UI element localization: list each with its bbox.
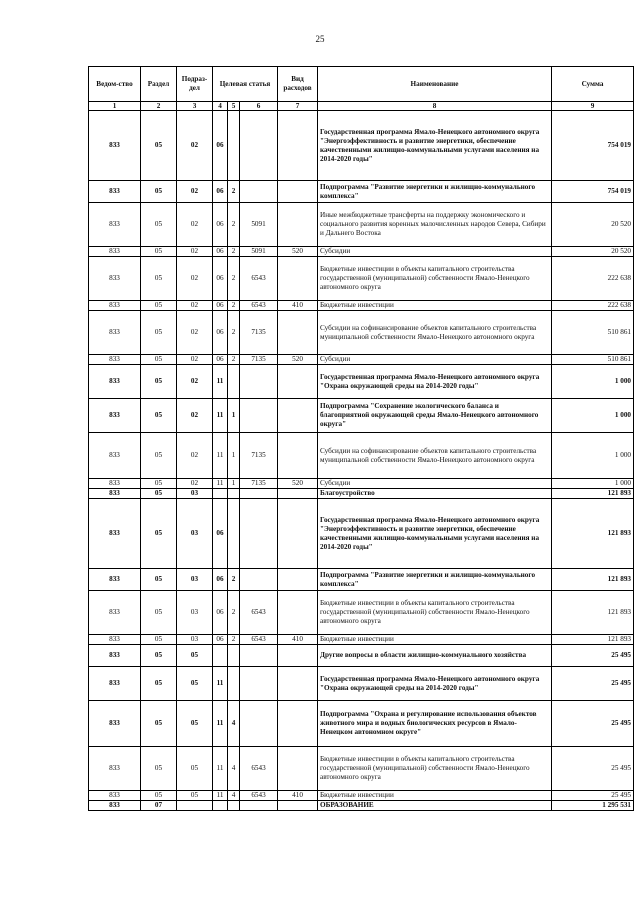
cell-sum: 1 000 — [552, 365, 634, 399]
cell-expense-type — [278, 203, 318, 247]
cell-subprogram: 1 — [228, 479, 240, 489]
cell-subprogram: 2 — [228, 311, 240, 355]
cell-program: 06 — [213, 301, 228, 311]
cell-sum: 510 861 — [552, 355, 634, 365]
cell-name: Субсидии — [318, 479, 552, 489]
cell-program: 06 — [213, 111, 228, 181]
header-target-article: Целевая статья — [213, 67, 278, 102]
cell-direction — [240, 111, 278, 181]
cell-expense-type: 520 — [278, 355, 318, 365]
cell-vedomstvo: 833 — [89, 301, 141, 311]
column-number: 6 — [240, 102, 278, 111]
cell-name: Подпрограмма "Охрана и регулирование использования объектов животного мира и водных биологических ресурсов в Ямало-Ненецком автономном округе" — [318, 701, 552, 747]
cell-vedomstvo: 833 — [89, 355, 141, 365]
cell-razdel: 05 — [141, 499, 177, 569]
cell-direction: 6543 — [240, 591, 278, 635]
cell-subprogram: 2 — [228, 355, 240, 365]
cell-razdel: 05 — [141, 747, 177, 791]
cell-podrazdel: 05 — [177, 747, 213, 791]
cell-podrazdel: 02 — [177, 365, 213, 399]
cell-vedomstvo: 833 — [89, 635, 141, 645]
cell-subprogram: 2 — [228, 569, 240, 591]
table-row — [89, 355, 634, 365]
cell-program — [213, 801, 228, 811]
cell-podrazdel: 02 — [177, 399, 213, 433]
cell-vedomstvo: 833 — [89, 791, 141, 801]
cell-direction: 6543 — [240, 301, 278, 311]
table-row — [89, 635, 634, 645]
cell-razdel: 05 — [141, 203, 177, 247]
budget-table — [88, 66, 634, 811]
cell-subprogram: 2 — [228, 247, 240, 257]
cell-vedomstvo: 833 — [89, 499, 141, 569]
cell-expense-type: 520 — [278, 247, 318, 257]
cell-razdel: 05 — [141, 479, 177, 489]
cell-name: Государственная программа Ямало-Ненецкого автономного округа "Энергоэффективность и развитие энергетики, обеспечение качественными жилищно-коммунальными услугами населения на 2014-2020 годы" — [318, 499, 552, 569]
cell-program: 06 — [213, 569, 228, 591]
cell-podrazdel: 02 — [177, 355, 213, 365]
table-row — [89, 399, 634, 433]
header-row — [89, 67, 634, 102]
cell-podrazdel: 02 — [177, 311, 213, 355]
cell-name: Бюджетные инвестиции в объекты капитального строительства государственной (муниципальной) собственности Ямало-Ненецкого автономного округа — [318, 591, 552, 635]
cell-sum: 20 520 — [552, 203, 634, 247]
cell-vedomstvo: 833 — [89, 257, 141, 301]
table-row — [89, 203, 634, 247]
cell-name: Бюджетные инвестиции в объекты капитального строительства государственной (муниципальной) собственности Ямало-Ненецкого автономного округа — [318, 257, 552, 301]
column-number: 2 — [141, 102, 177, 111]
header-podrazdel: Подраз-дел — [177, 67, 213, 102]
cell-subprogram — [228, 111, 240, 181]
cell-expense-type — [278, 701, 318, 747]
cell-razdel: 05 — [141, 667, 177, 701]
cell-name: ОБРАЗОВАНИЕ — [318, 801, 552, 811]
table-row — [89, 111, 634, 181]
cell-razdel: 05 — [141, 247, 177, 257]
table-row — [89, 301, 634, 311]
column-number: 7 — [278, 102, 318, 111]
cell-direction: 7135 — [240, 311, 278, 355]
cell-program: 11 — [213, 365, 228, 399]
cell-vedomstvo: 833 — [89, 111, 141, 181]
cell-razdel: 05 — [141, 257, 177, 301]
cell-expense-type — [278, 499, 318, 569]
cell-direction — [240, 801, 278, 811]
cell-expense-type: 410 — [278, 635, 318, 645]
table-row — [89, 257, 634, 301]
cell-direction — [240, 489, 278, 499]
cell-vedomstvo: 833 — [89, 645, 141, 667]
column-number: 4 — [213, 102, 228, 111]
cell-podrazdel: 03 — [177, 591, 213, 635]
cell-direction: 6543 — [240, 635, 278, 645]
cell-sum: 510 861 — [552, 311, 634, 355]
cell-name: Бюджетные инвестиции — [318, 301, 552, 311]
cell-program: 11 — [213, 433, 228, 479]
cell-razdel: 05 — [141, 311, 177, 355]
cell-expense-type — [278, 667, 318, 701]
cell-direction: 5091 — [240, 203, 278, 247]
cell-sum: 25 495 — [552, 701, 634, 747]
cell-name: Субсидии на софинансирование объектов капитального строительства муниципальной собственности Ямало-Ненецкого автономного округа — [318, 433, 552, 479]
cell-podrazdel: 05 — [177, 667, 213, 701]
cell-vedomstvo: 833 — [89, 747, 141, 791]
cell-vedomstvo: 833 — [89, 667, 141, 701]
cell-expense-type — [278, 591, 318, 635]
cell-direction — [240, 181, 278, 203]
cell-expense-type — [278, 311, 318, 355]
cell-razdel: 05 — [141, 399, 177, 433]
cell-podrazdel: 02 — [177, 433, 213, 479]
cell-expense-type — [278, 181, 318, 203]
cell-sum: 121 893 — [552, 591, 634, 635]
cell-razdel: 05 — [141, 645, 177, 667]
cell-name: Другие вопросы в области жилищно-коммунального хозяйства — [318, 645, 552, 667]
cell-sum: 1 000 — [552, 399, 634, 433]
cell-subprogram: 1 — [228, 433, 240, 479]
cell-expense-type — [278, 801, 318, 811]
cell-direction: 5091 — [240, 247, 278, 257]
cell-direction: 7135 — [240, 479, 278, 489]
column-number: 8 — [318, 102, 552, 111]
column-number-row — [89, 102, 634, 111]
cell-name: Государственная программа Ямало-Ненецкого автономного округа "Охрана окружающей среды на 2014-2020 годы" — [318, 365, 552, 399]
table-row — [89, 591, 634, 635]
cell-expense-type — [278, 747, 318, 791]
cell-sum: 25 495 — [552, 645, 634, 667]
cell-sum: 1 000 — [552, 479, 634, 489]
header-expense-type: Вид расходов — [278, 67, 318, 102]
cell-sum: 222 638 — [552, 257, 634, 301]
cell-razdel: 05 — [141, 301, 177, 311]
cell-program: 11 — [213, 701, 228, 747]
cell-vedomstvo: 833 — [89, 433, 141, 479]
cell-name: Субсидии — [318, 247, 552, 257]
header-sum: Сумма — [552, 67, 634, 102]
cell-razdel: 05 — [141, 635, 177, 645]
cell-razdel: 05 — [141, 591, 177, 635]
column-number: 3 — [177, 102, 213, 111]
cell-expense-type — [278, 399, 318, 433]
cell-program: 06 — [213, 203, 228, 247]
cell-vedomstvo: 833 — [89, 591, 141, 635]
cell-sum: 121 893 — [552, 499, 634, 569]
cell-podrazdel: 02 — [177, 203, 213, 247]
header-name: Наименование — [318, 67, 552, 102]
cell-subprogram: 4 — [228, 791, 240, 801]
cell-program: 11 — [213, 747, 228, 791]
cell-podrazdel: 02 — [177, 181, 213, 203]
cell-direction — [240, 667, 278, 701]
cell-program: 11 — [213, 479, 228, 489]
cell-razdel: 05 — [141, 433, 177, 479]
table-row — [89, 667, 634, 701]
cell-sum: 121 893 — [552, 635, 634, 645]
cell-sum: 222 638 — [552, 301, 634, 311]
cell-direction — [240, 645, 278, 667]
cell-podrazdel: 02 — [177, 257, 213, 301]
cell-podrazdel — [177, 801, 213, 811]
cell-program: 06 — [213, 355, 228, 365]
table-row — [89, 791, 634, 801]
cell-program: 11 — [213, 791, 228, 801]
cell-direction — [240, 365, 278, 399]
cell-razdel: 05 — [141, 181, 177, 203]
cell-expense-type — [278, 645, 318, 667]
cell-program: 06 — [213, 257, 228, 301]
cell-direction: 6543 — [240, 257, 278, 301]
cell-program: 11 — [213, 667, 228, 701]
column-number: 5 — [228, 102, 240, 111]
cell-podrazdel: 03 — [177, 635, 213, 645]
cell-subprogram: 4 — [228, 747, 240, 791]
cell-razdel: 05 — [141, 489, 177, 499]
cell-direction: 7135 — [240, 433, 278, 479]
table-row — [89, 499, 634, 569]
cell-expense-type — [278, 489, 318, 499]
cell-subprogram: 2 — [228, 181, 240, 203]
cell-program: 06 — [213, 247, 228, 257]
cell-direction: 7135 — [240, 355, 278, 365]
cell-expense-type: 410 — [278, 791, 318, 801]
cell-name: Государственная программа Ямало-Ненецкого автономного округа "Охрана окружающей среды на 2014-2020 годы" — [318, 667, 552, 701]
table-row — [89, 701, 634, 747]
cell-sum: 1 295 531 — [552, 801, 634, 811]
cell-sum: 754 019 — [552, 181, 634, 203]
cell-subprogram: 2 — [228, 635, 240, 645]
cell-podrazdel: 05 — [177, 645, 213, 667]
cell-vedomstvo: 833 — [89, 479, 141, 489]
cell-program — [213, 645, 228, 667]
cell-name: Бюджетные инвестиции в объекты капитального строительства государственной (муниципальной) собственности Ямало-Ненецкого автономного округа — [318, 747, 552, 791]
table-row — [89, 181, 634, 203]
page-number: 25 — [315, 34, 325, 44]
cell-vedomstvo: 833 — [89, 311, 141, 355]
cell-razdel: 05 — [141, 701, 177, 747]
cell-subprogram: 2 — [228, 203, 240, 247]
cell-podrazdel: 02 — [177, 301, 213, 311]
cell-sum: 25 495 — [552, 747, 634, 791]
cell-name: Иные межбюджетные трансферты на поддержку экономического и социального развития коренных малочисленных народов Севера, Сибири и Дальнего Востока — [318, 203, 552, 247]
cell-expense-type — [278, 257, 318, 301]
cell-name: Субсидии — [318, 355, 552, 365]
cell-direction: 6543 — [240, 747, 278, 791]
table-row — [89, 311, 634, 355]
table-row — [89, 247, 634, 257]
cell-sum: 25 495 — [552, 791, 634, 801]
cell-subprogram: 2 — [228, 301, 240, 311]
table-row — [89, 489, 634, 499]
cell-sum: 20 520 — [552, 247, 634, 257]
cell-name: Бюджетные инвестиции — [318, 791, 552, 801]
cell-direction — [240, 701, 278, 747]
table-row — [89, 433, 634, 479]
cell-name: Подпрограмма "Сохранение экологического баланса и благоприятной окружающей среды Ямало-Ненецкого автономного округа" — [318, 399, 552, 433]
cell-subprogram — [228, 365, 240, 399]
cell-name: Государственная программа Ямало-Ненецкого автономного округа "Энергоэффективность и развитие энергетики, обеспечение качественными жилищно-коммунальными услугами населения на 2014-2020 годы" — [318, 111, 552, 181]
cell-subprogram: 2 — [228, 257, 240, 301]
cell-subprogram: 2 — [228, 591, 240, 635]
cell-sum: 1 000 — [552, 433, 634, 479]
header-vedomstvo: Ведом-ство — [89, 67, 141, 102]
table-row — [89, 801, 634, 811]
cell-name: Благоустройство — [318, 489, 552, 499]
cell-vedomstvo: 833 — [89, 569, 141, 591]
cell-podrazdel: 02 — [177, 247, 213, 257]
cell-direction: 6543 — [240, 791, 278, 801]
cell-subprogram — [228, 489, 240, 499]
cell-expense-type: 410 — [278, 301, 318, 311]
cell-podrazdel: 05 — [177, 791, 213, 801]
cell-razdel: 05 — [141, 355, 177, 365]
cell-subprogram — [228, 801, 240, 811]
cell-expense-type — [278, 569, 318, 591]
cell-podrazdel: 05 — [177, 701, 213, 747]
column-number: 1 — [89, 102, 141, 111]
cell-subprogram — [228, 499, 240, 569]
cell-name: Подпрограмма "Развитие энергетики и жилищно-коммунального комплекса" — [318, 181, 552, 203]
cell-name: Подпрограмма "Развитие энергетики и жилищно-коммунального комплекса" — [318, 569, 552, 591]
cell-razdel: 05 — [141, 791, 177, 801]
cell-vedomstvo: 833 — [89, 365, 141, 399]
cell-vedomstvo: 833 — [89, 247, 141, 257]
table-row — [89, 747, 634, 791]
cell-sum: 754 019 — [552, 111, 634, 181]
table-row — [89, 645, 634, 667]
table-row — [89, 365, 634, 399]
cell-vedomstvo: 833 — [89, 701, 141, 747]
cell-sum: 121 893 — [552, 489, 634, 499]
cell-vedomstvo: 833 — [89, 203, 141, 247]
cell-podrazdel: 03 — [177, 569, 213, 591]
cell-vedomstvo: 833 — [89, 181, 141, 203]
cell-expense-type: 520 — [278, 479, 318, 489]
cell-direction — [240, 399, 278, 433]
cell-subprogram — [228, 667, 240, 701]
cell-expense-type — [278, 433, 318, 479]
cell-podrazdel: 02 — [177, 479, 213, 489]
cell-name: Субсидии на софинансирование объектов капитального строительства муниципальной собственности Ямало-Ненецкого автономного округа — [318, 311, 552, 355]
cell-razdel: 05 — [141, 365, 177, 399]
cell-direction — [240, 569, 278, 591]
cell-program: 11 — [213, 399, 228, 433]
cell-vedomstvo: 833 — [89, 399, 141, 433]
cell-expense-type — [278, 365, 318, 399]
cell-subprogram — [228, 645, 240, 667]
cell-razdel: 05 — [141, 569, 177, 591]
cell-podrazdel: 02 — [177, 111, 213, 181]
cell-name: Бюджетные инвестиции — [318, 635, 552, 645]
cell-program: 06 — [213, 499, 228, 569]
cell-razdel: 05 — [141, 111, 177, 181]
table-row — [89, 569, 634, 591]
cell-subprogram: 4 — [228, 701, 240, 747]
cell-vedomstvo: 833 — [89, 801, 141, 811]
cell-direction — [240, 499, 278, 569]
cell-program: 06 — [213, 181, 228, 203]
cell-vedomstvo: 833 — [89, 489, 141, 499]
cell-subprogram: 1 — [228, 399, 240, 433]
cell-razdel: 07 — [141, 801, 177, 811]
cell-program — [213, 489, 228, 499]
column-number: 9 — [552, 102, 634, 111]
cell-program: 06 — [213, 591, 228, 635]
cell-podrazdel: 03 — [177, 489, 213, 499]
cell-podrazdel: 03 — [177, 499, 213, 569]
table-row — [89, 479, 634, 489]
cell-program: 06 — [213, 311, 228, 355]
cell-sum: 25 495 — [552, 667, 634, 701]
cell-expense-type — [278, 111, 318, 181]
cell-sum: 121 893 — [552, 569, 634, 591]
header-razdel: Раздел — [141, 67, 177, 102]
cell-program: 06 — [213, 635, 228, 645]
